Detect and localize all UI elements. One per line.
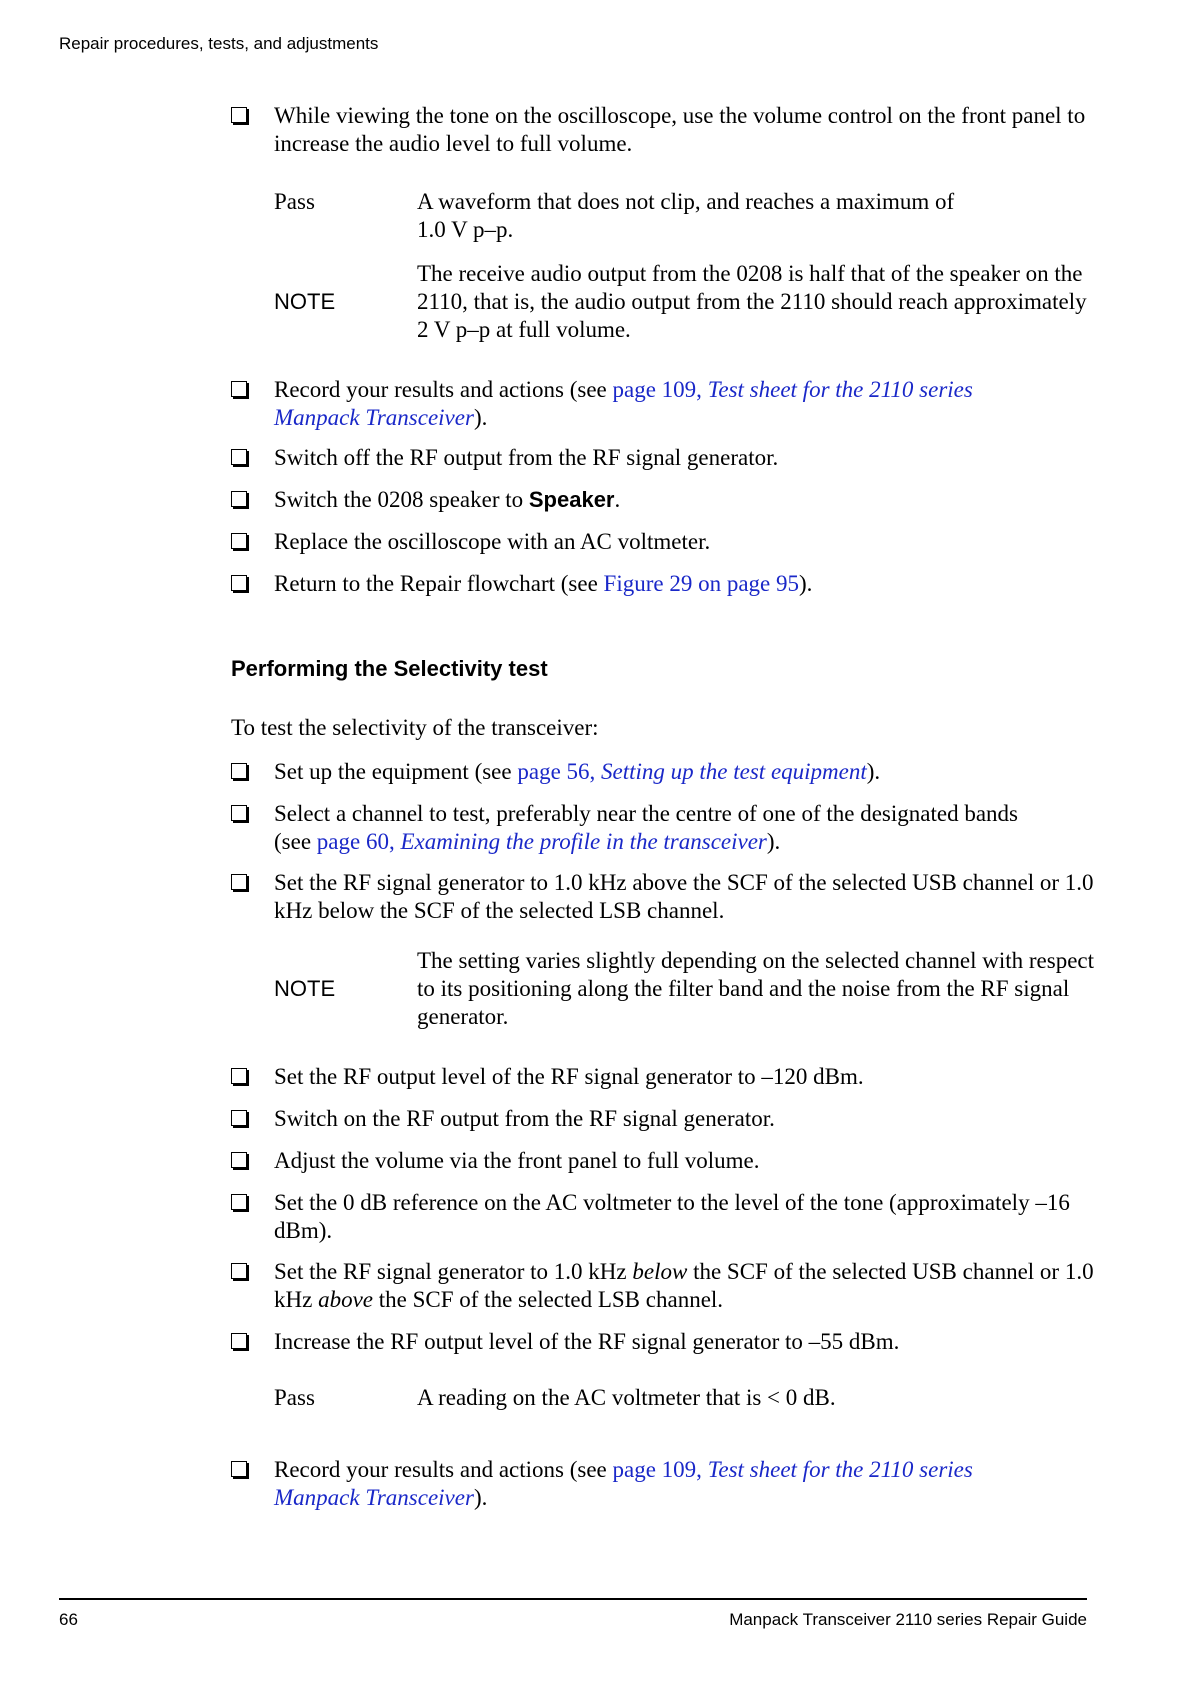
step-text: While viewing the tone on the oscilloscope, use the volume control on the front panel to increase the audio level to full volume. [274, 103, 1086, 156]
link-title: Manpack Transceiver [274, 1485, 474, 1510]
step-text: Set the 0 dB reference on the AC voltmeter to the level of the tone (approximately –16 dBm). [274, 1190, 1070, 1243]
checkbox-icon[interactable] [231, 1194, 247, 1210]
text-run: Set up the equipment (see [274, 759, 518, 784]
note-label: NOTE [274, 289, 336, 314]
link-page: page 109, [612, 1457, 708, 1482]
checkbox-icon[interactable] [231, 1110, 247, 1126]
pass-label: Pass [274, 1385, 315, 1410]
checkbox-icon[interactable] [231, 575, 247, 591]
text-run: . [614, 487, 621, 512]
checkbox-icon[interactable] [231, 1068, 247, 1084]
text-run: Record your results and actions (see [274, 1457, 613, 1482]
speaker-setting: Speaker [528, 487, 615, 512]
profile-link[interactable] [317, 829, 767, 854]
checkbox-icon[interactable] [231, 533, 247, 549]
text-run: (see [274, 829, 317, 854]
figure-link[interactable]: Figure 29 on page 95 [603, 571, 800, 596]
step-text [274, 376, 1094, 432]
checkbox-icon[interactable] [231, 381, 247, 397]
text-run: Switch the 0208 speaker to [274, 487, 529, 512]
text-run: Set the RF signal generator to 1.0 kHz [274, 1259, 633, 1284]
step-text: Increase the RF output level of the RF signal generator to –55 dBm. [274, 1329, 900, 1354]
checkbox-icon[interactable] [231, 874, 247, 890]
step-text: Switch on the RF output from the RF signal generator. [274, 1106, 775, 1131]
checkbox-icon[interactable] [231, 491, 247, 507]
link-page: page 60, [316, 829, 401, 854]
checkbox-icon[interactable] [231, 763, 247, 779]
note-row [274, 260, 1094, 344]
section-heading: Performing the Selectivity test [231, 656, 548, 681]
text-run: ). [799, 571, 813, 596]
text-run: ). [866, 759, 881, 784]
link-title: Examining the profile in the transceiver [400, 829, 767, 854]
text-run: the SCF of the selected LSB channel. [373, 1287, 724, 1312]
step-text [274, 1456, 1094, 1512]
emphasis: above [318, 1287, 373, 1312]
checkbox-icon[interactable] [231, 805, 247, 821]
text-run: ). [473, 405, 488, 430]
note-text: The receive audio output from the 0208 is half that of the speaker on the 2110, that is, the audio output from the 2110 should reach approximately 2 V p–p at full volume. [417, 261, 1087, 342]
link-title: Setting up the test equipment [601, 759, 867, 784]
checkbox-icon[interactable] [231, 1152, 247, 1168]
running-header: Repair procedures, tests, and adjustments [59, 34, 379, 53]
checkbox-icon[interactable] [231, 107, 247, 123]
step-text [274, 570, 1094, 598]
pass-text: A reading on the AC voltmeter that is < 0 dB. [417, 1385, 836, 1410]
pass-label: Pass [274, 189, 315, 214]
text-run: ). [473, 1485, 488, 1510]
intro-text: To test the selectivity of the transceiver: [231, 715, 599, 740]
link-title: Manpack Transceiver [274, 405, 474, 430]
step-text: Set the RF signal generator to 1.0 kHz above the SCF of the selected USB channel or 1.0 kHz below the SCF of the selected LSB channel. [274, 870, 1094, 923]
step-text: Replace the oscilloscope with an AC voltmeter. [274, 529, 711, 554]
checkbox-icon[interactable] [231, 1461, 247, 1477]
link-title: Test sheet for the 2110 series [707, 1457, 973, 1482]
pass-text-line: A waveform that does not clip, and reaches a maximum of [417, 189, 955, 214]
link-page: page 109, [612, 377, 708, 402]
step-text [274, 758, 1094, 786]
pass-text [417, 188, 1097, 244]
link-page: page 56, [517, 759, 602, 784]
step-text: Set the RF output level of the RF signal generator to –120 dBm. [274, 1064, 864, 1089]
note-row [274, 947, 1094, 1031]
note-text: The setting varies slightly depending on the selected channel with respect to its positioning along the filter band and the noise from the RF signal generator. [417, 948, 1095, 1029]
link-title: Test sheet for the 2110 series [707, 377, 973, 402]
step-text [274, 486, 1094, 514]
checkbox-icon[interactable] [231, 1263, 247, 1279]
selectivity-steps [231, 758, 1095, 1458]
final-step [231, 1456, 1091, 1526]
page-number: 66 [59, 1610, 78, 1629]
text-run: Select a channel to test, preferably near the centre of one of the designated bands [274, 801, 1018, 826]
footer-divider [59, 1598, 1087, 1600]
setup-link[interactable] [517, 759, 866, 784]
checkbox-icon[interactable] [231, 449, 247, 465]
footer-guide-title: Manpack Transceiver 2110 series Repair Guide [729, 1610, 1087, 1629]
step-text: Adjust the volume via the front panel to full volume. [274, 1148, 760, 1173]
text-run: the SCF of the selected USB channel or 1.0 kHz [274, 1259, 1094, 1312]
note-label: NOTE [274, 976, 336, 1001]
text-run: Record your results and actions (see [274, 377, 613, 402]
step-text [274, 1258, 1094, 1314]
text-run: Return to the Repair flowchart (see [274, 571, 604, 596]
pass-text-line: 1.0 V p–p. [417, 217, 514, 242]
step-text: Switch off the RF output from the RF signal generator. [274, 445, 779, 470]
checkbox-icon[interactable] [231, 1333, 247, 1349]
text-run: ). [766, 829, 781, 854]
step-text [274, 800, 1094, 856]
emphasis: below [632, 1259, 688, 1284]
